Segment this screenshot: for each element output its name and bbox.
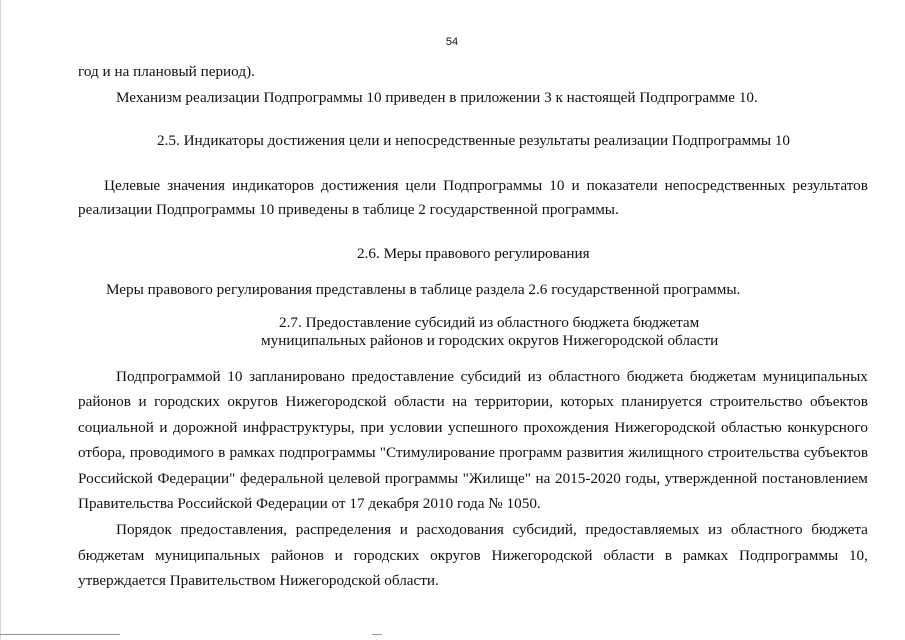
word: и <box>334 547 343 564</box>
footer-rule <box>0 634 120 635</box>
word: области <box>393 393 445 410</box>
word: и <box>399 521 408 538</box>
word: в <box>218 444 226 461</box>
word: Целевые <box>104 177 161 194</box>
word: бюджета <box>626 368 684 385</box>
word: федеральной <box>239 470 324 487</box>
paragraph-2-6: Меры правового регулирования представлены в таблице раздела 2.6 государственной программы. <box>106 281 741 298</box>
word: Подпрограммой <box>116 368 221 385</box>
word: Порядок <box>116 521 172 538</box>
word: достижения <box>321 177 399 194</box>
word: расходования <box>416 521 504 538</box>
word: муниципальных <box>155 547 261 564</box>
word: предоставления, <box>180 521 288 538</box>
word: рамках <box>682 547 729 564</box>
word: и <box>138 393 147 410</box>
word: строительства <box>707 444 800 461</box>
word: Подпрограммы <box>739 547 839 564</box>
word: подпрограммы <box>279 444 376 461</box>
word: постановлением <box>761 470 868 487</box>
word: из <box>527 368 542 385</box>
word: и <box>571 177 580 194</box>
word: значения <box>167 177 226 194</box>
word: объектов <box>809 393 868 410</box>
word: округов <box>430 547 481 564</box>
word: 10 <box>227 368 243 385</box>
word: программы <box>384 470 459 487</box>
word: предоставляемых <box>585 521 700 538</box>
paragraph-2-7-line-4 <box>78 443 868 463</box>
word: которых <box>560 393 614 410</box>
paragraph-2-7-line-3 <box>78 418 868 438</box>
word: на <box>535 470 551 487</box>
word: Подпрограммы <box>443 177 543 194</box>
word: распределения <box>295 521 392 538</box>
word: целевой <box>328 470 381 487</box>
word: условии <box>389 419 443 436</box>
paragraph-2-7-line-5 <box>78 469 868 489</box>
word: 2015-2020 <box>554 470 621 487</box>
word: Нижегородской <box>491 547 593 564</box>
word: дорожной <box>172 419 238 436</box>
word: Российской <box>78 470 153 487</box>
word: планируется <box>621 393 703 410</box>
word: в <box>664 547 673 564</box>
word: Нижегородской <box>614 419 716 436</box>
word: индикаторов <box>232 177 315 194</box>
word: прохождения <box>523 419 609 436</box>
word: Нижегородской <box>285 393 387 410</box>
word: бюджетам <box>78 547 145 564</box>
word: областью <box>720 419 782 436</box>
word: и <box>159 419 168 436</box>
text-line-continuation: год и на плановый период). <box>78 63 255 80</box>
word: при <box>360 419 385 436</box>
section-heading-2-6: 2.6. Меры правового регулирования <box>357 245 590 262</box>
word: "Жилище" <box>462 470 531 487</box>
paragraph-procedure-line-2 <box>78 546 868 566</box>
word: "Стимулирование <box>379 444 495 461</box>
word: бюджета <box>811 521 868 538</box>
paragraph-2-5-line-1 <box>104 176 868 196</box>
footer-mark <box>372 634 382 635</box>
section-heading-2-5: 2.5. Индикаторы достижения цели и непосредственные результаты реализации Подпрограммы 10 <box>157 132 791 149</box>
word: успешного <box>447 419 519 436</box>
word: социальной <box>78 419 154 436</box>
word: муниципальных <box>762 368 868 385</box>
word: Федерации" <box>157 470 236 487</box>
word: конкурсного <box>787 419 868 436</box>
word: субъектов <box>803 444 868 461</box>
word: области <box>603 547 655 564</box>
word: непосредственных <box>664 177 786 194</box>
word: результатов <box>792 177 868 194</box>
word: городских <box>154 393 220 410</box>
paragraph-2-7-line-2 <box>78 392 868 412</box>
word: районов <box>78 393 131 410</box>
paragraph-procedure-line-3: утверждается Правительством Нижегородской области. <box>78 572 439 589</box>
section-heading-2-7-line-1: 2.7. Предоставление субсидий из областного бюджета бюджетам <box>279 314 700 331</box>
word: территории, <box>474 393 553 410</box>
page-number: 54 <box>445 36 459 48</box>
word: субсидий <box>460 368 522 385</box>
word: проводимого <box>129 444 214 461</box>
word: областного <box>548 368 621 385</box>
word: городских <box>353 547 420 564</box>
page-edge <box>0 0 1 640</box>
paragraph-2-7-line-1 <box>116 367 868 387</box>
word: 10 <box>549 177 565 194</box>
section-heading-2-7-line-2: муниципальных районов и городских округов Нижегородской области <box>261 332 719 349</box>
word: жилищного <box>628 444 704 461</box>
text-line-mechanism: Механизм реализации Подпрограммы 10 приведен в приложении 3 к настоящей Подпрограмме 10. <box>116 89 758 106</box>
word: субсидий, <box>512 521 577 538</box>
word: запланировано <box>249 368 345 385</box>
word: 10, <box>848 547 868 564</box>
word: программ <box>499 444 563 461</box>
paragraph-procedure-line-1 <box>116 520 868 540</box>
word: предоставление <box>351 368 454 385</box>
word: утвержденной <box>664 470 758 487</box>
word: районов <box>270 547 324 564</box>
paragraph-2-7-line-6: Правительства Российской Федерации от 17 декабря 2010 года № 1050. <box>78 495 541 512</box>
word: строительство <box>709 393 803 410</box>
word: показатели <box>586 177 658 194</box>
word: отбора, <box>78 444 126 461</box>
paragraph-2-5-line-2: реализации Подпрограммы 10 приведены в таблице 2 государственной программы. <box>78 201 619 218</box>
word: инфраструктуры, <box>242 419 355 436</box>
word: годы, <box>625 470 661 487</box>
word: бюджетам <box>689 368 757 385</box>
word: округов <box>227 393 278 410</box>
word: из <box>708 521 723 538</box>
word: на <box>452 393 468 410</box>
word: областного <box>730 521 803 538</box>
word: рамках <box>229 444 275 461</box>
word: развития <box>566 444 624 461</box>
word: цели <box>405 177 437 194</box>
